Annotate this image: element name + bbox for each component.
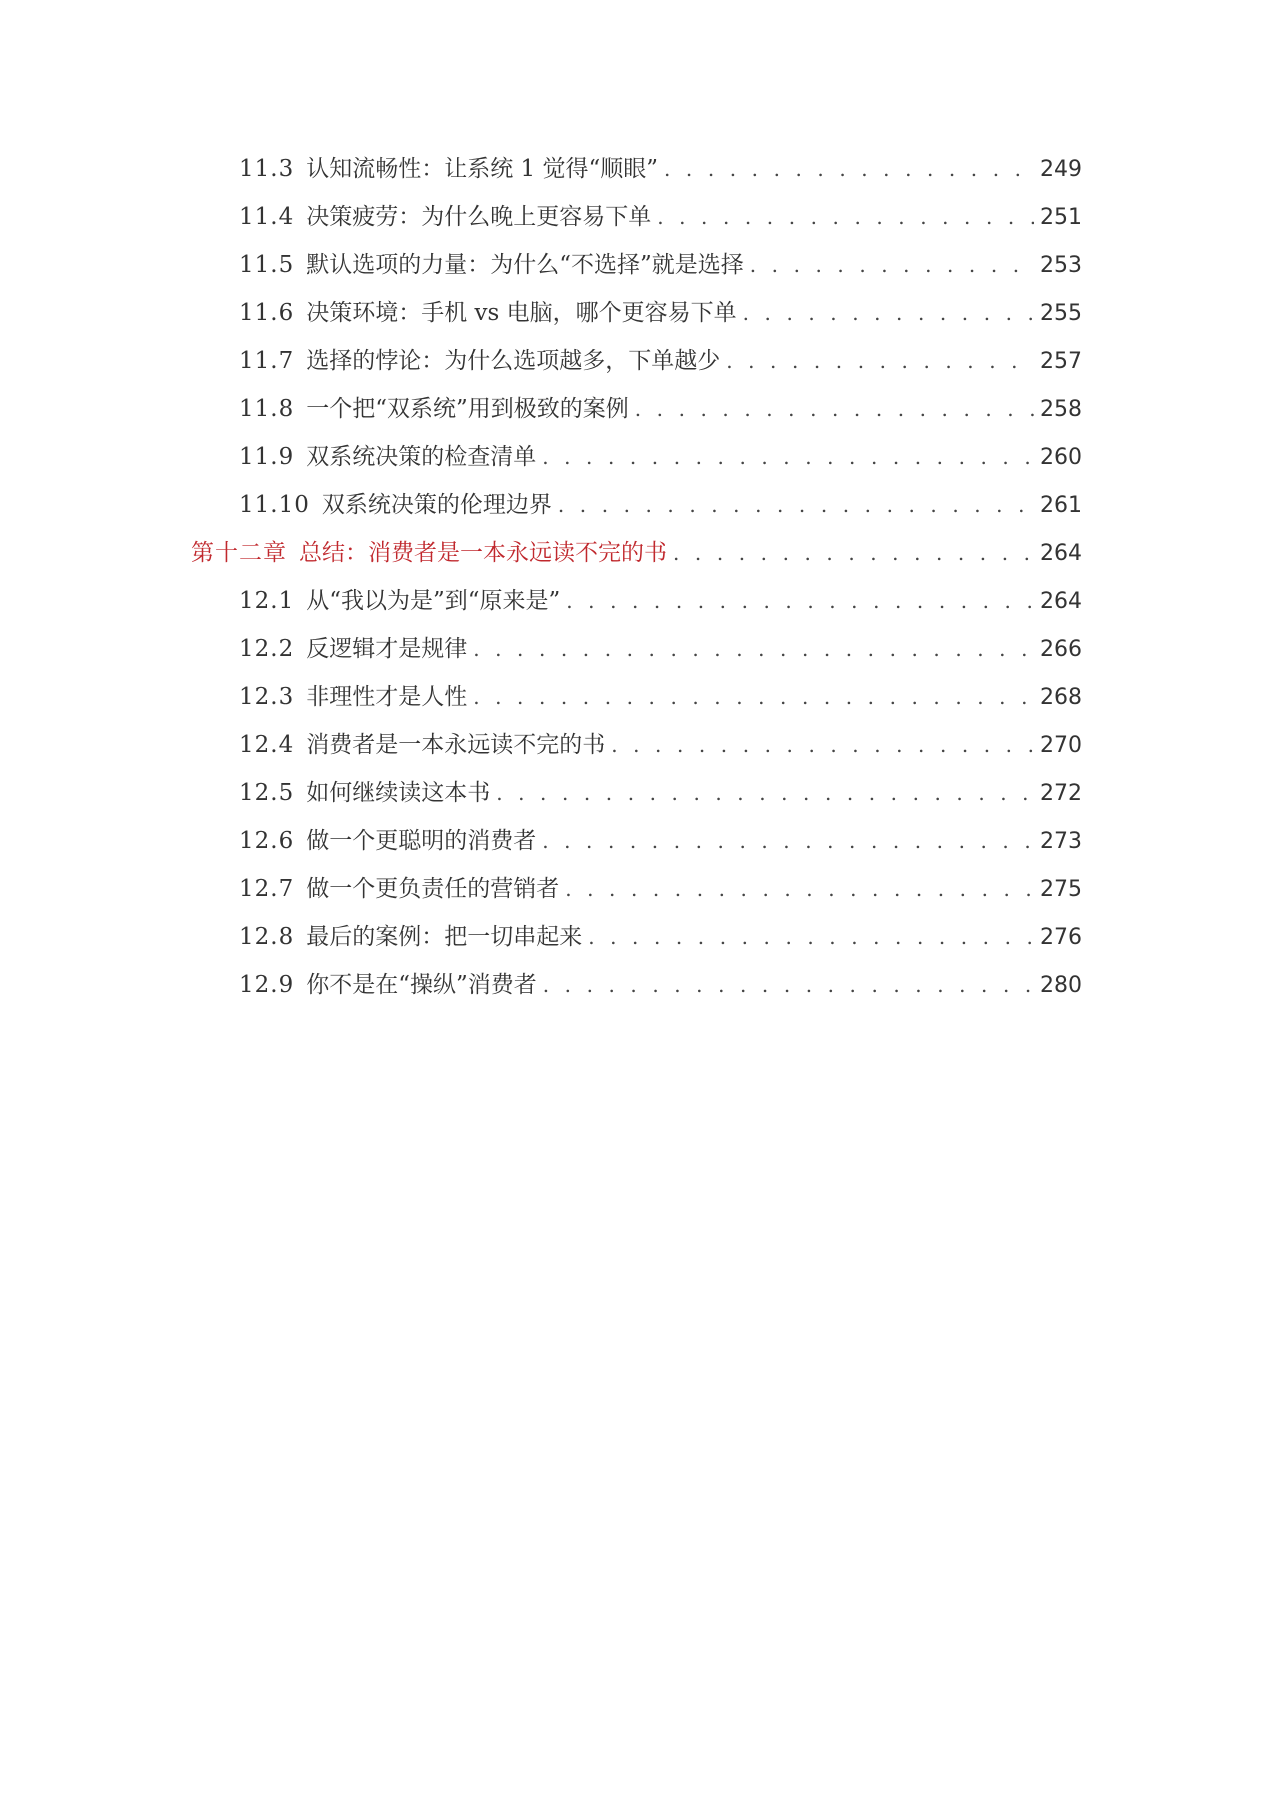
- toc-entry-number: 12.3: [239, 684, 295, 710]
- toc-entry-page: 251: [1040, 205, 1082, 230]
- toc-entry-title: 总结：消费者是一本永远读不完的书: [299, 540, 667, 566]
- dot-leader: [673, 537, 1034, 569]
- toc-entry-page: 280: [1040, 973, 1082, 998]
- dot-leader: [588, 921, 1034, 953]
- toc-entry-number: 11.3: [239, 156, 295, 182]
- toc-entry-title: 非理性才是人性: [306, 684, 468, 710]
- toc-entry-title: 你不是在“操纵”消费者: [306, 972, 537, 998]
- toc-entry-number: 12.1: [239, 588, 295, 614]
- toc-entry-page: 249: [1040, 157, 1082, 182]
- toc-entry-number: 12.7: [239, 876, 295, 902]
- toc-entry-number: 12.2: [239, 636, 295, 662]
- toc-entry-page: 258: [1040, 397, 1082, 422]
- toc-entry[interactable]: [0, 825, 1273, 873]
- dot-leader: [743, 297, 1034, 329]
- toc-entry[interactable]: [0, 393, 1273, 441]
- dot-leader: [565, 873, 1034, 905]
- toc-entry[interactable]: [0, 489, 1273, 537]
- toc-entry-title: 最后的案例：把一切串起来: [306, 924, 583, 950]
- toc-entry-title: 认知流畅性：让系统 1 觉得“顺眼”: [306, 156, 658, 182]
- toc-entry-number: 11.10: [239, 492, 310, 518]
- table-of-contents: [0, 153, 1273, 1017]
- toc-entry-page: 255: [1040, 301, 1082, 326]
- toc-entry-page: 275: [1040, 877, 1082, 902]
- toc-entry-number: 11.5: [239, 252, 295, 278]
- toc-entry-title: 双系统决策的伦理边界: [321, 492, 552, 518]
- dot-leader: [558, 489, 1034, 521]
- toc-entry-page: 273: [1040, 829, 1082, 854]
- toc-entry-page: 266: [1040, 637, 1082, 662]
- toc-entry[interactable]: [0, 153, 1273, 201]
- toc-entry-title: 从“我以为是”到“原来是”: [306, 588, 561, 614]
- toc-entry[interactable]: [0, 873, 1273, 921]
- toc-entry[interactable]: [0, 921, 1273, 969]
- toc-entry[interactable]: [0, 969, 1273, 1017]
- toc-entry-number: 12.8: [239, 924, 295, 950]
- toc-entry-number: 12.4: [239, 732, 295, 758]
- dot-leader: [473, 633, 1034, 665]
- toc-entry-page: 268: [1040, 685, 1082, 710]
- toc-entry-number: 12.5: [239, 780, 295, 806]
- toc-entry-title: 做一个更负责任的营销者: [306, 876, 560, 902]
- toc-entry-number: 11.6: [239, 300, 295, 326]
- dot-leader: [657, 201, 1034, 233]
- toc-entry-page: 253: [1040, 253, 1082, 278]
- toc-entry-number: 11.9: [239, 444, 295, 470]
- toc-entry[interactable]: [0, 201, 1273, 249]
- toc-entry-number: 11.4: [239, 204, 295, 230]
- toc-entry-number: 12.6: [239, 828, 295, 854]
- toc-entry[interactable]: [0, 441, 1273, 489]
- toc-entry-title: 如何继续读这本书: [306, 780, 491, 806]
- toc-entry-number: 第十二章: [191, 540, 287, 566]
- dot-leader: [664, 153, 1034, 185]
- toc-entry[interactable]: [0, 249, 1273, 297]
- dot-leader: [750, 249, 1034, 281]
- dot-leader: [496, 777, 1034, 809]
- toc-entry-page: 276: [1040, 925, 1082, 950]
- toc-entry-title: 选择的悖论：为什么选项越多，下单越少: [306, 348, 721, 374]
- toc-entry-number: 12.9: [239, 972, 295, 998]
- toc-chapter-entry[interactable]: [0, 537, 1273, 585]
- toc-entry-page: 270: [1040, 733, 1082, 758]
- dot-leader: [566, 585, 1034, 617]
- dot-leader: [542, 825, 1034, 857]
- dot-leader: [473, 681, 1034, 713]
- dot-leader: [542, 441, 1034, 473]
- toc-entry-title: 做一个更聪明的消费者: [306, 828, 537, 854]
- toc-entry-page: 261: [1040, 493, 1082, 518]
- dot-leader: [635, 393, 1034, 425]
- toc-entry-title: 反逻辑才是规律: [306, 636, 468, 662]
- toc-entry[interactable]: [0, 777, 1273, 825]
- dot-leader: [543, 969, 1034, 1001]
- dot-leader: [611, 729, 1034, 761]
- toc-entry[interactable]: [0, 681, 1273, 729]
- toc-entry[interactable]: [0, 585, 1273, 633]
- dot-leader: [726, 345, 1034, 377]
- toc-entry-number: 11.7: [239, 348, 295, 374]
- toc-entry-page: 272: [1040, 781, 1082, 806]
- toc-entry-title: 默认选项的力量：为什么“不选择”就是选择: [306, 252, 744, 278]
- toc-entry[interactable]: [0, 729, 1273, 777]
- toc-entry[interactable]: [0, 633, 1273, 681]
- toc-entry-page: 260: [1040, 445, 1082, 470]
- toc-entry[interactable]: [0, 297, 1273, 345]
- toc-entry-page: 264: [1040, 541, 1082, 566]
- toc-entry-title: 一个把“双系统”用到极致的案例: [306, 396, 629, 422]
- toc-entry-page: 257: [1040, 349, 1082, 374]
- toc-entry-title: 决策疲劳：为什么晚上更容易下单: [306, 204, 652, 230]
- toc-entry-title: 消费者是一本永远读不完的书: [306, 732, 606, 758]
- toc-entry-number: 11.8: [239, 396, 295, 422]
- toc-entry-title: 决策环境：手机 vs 电脑，哪个更容易下单: [306, 300, 737, 326]
- toc-entry[interactable]: [0, 345, 1273, 393]
- toc-entry-title: 双系统决策的检查清单: [306, 444, 537, 470]
- toc-entry-page: 264: [1040, 589, 1082, 614]
